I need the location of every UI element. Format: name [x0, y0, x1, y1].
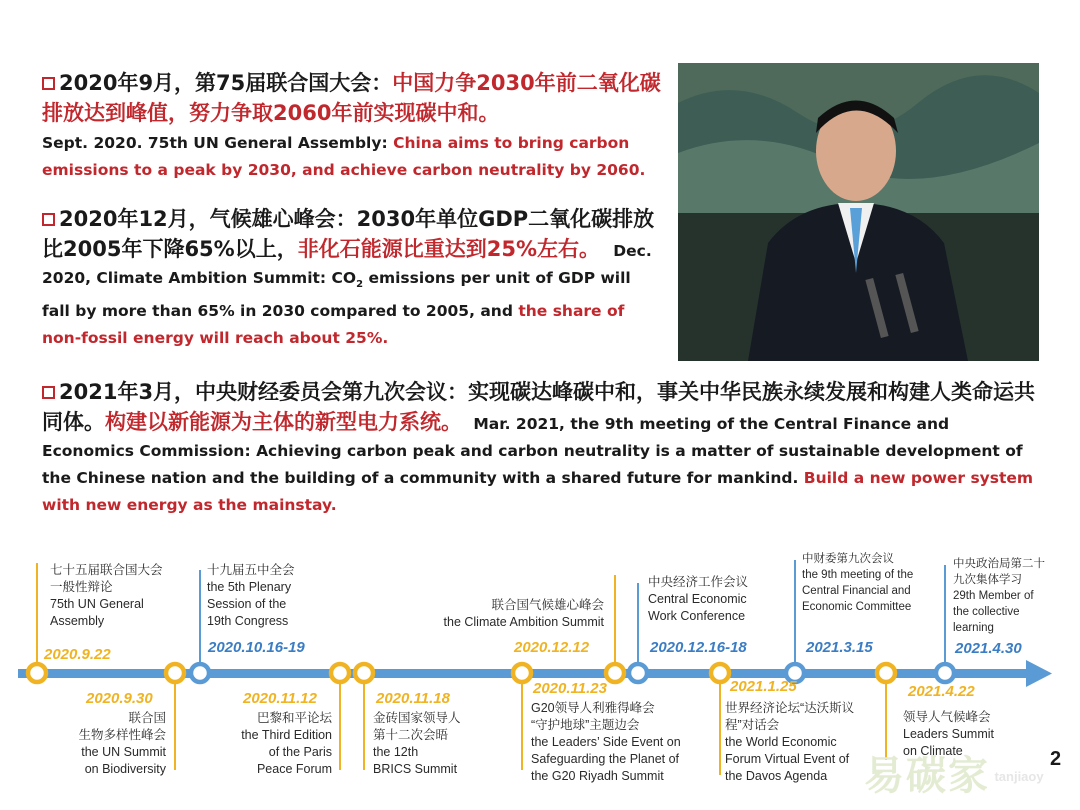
event-line: the 9th meeting of the	[802, 569, 914, 581]
p1-zh-black: 2020年9月，第75届联合国大会：	[59, 71, 393, 95]
event-line: learning	[953, 622, 994, 634]
event-line: 联合国	[128, 711, 166, 725]
timeline-date: 2021.1.25	[730, 678, 797, 695]
p3-zh-black: 2021年3月，中央财经委员会第九次会议：实现碳达峰碳中和，事关中华民族永续发展和构建人类命运共同体。	[42, 380, 1036, 434]
event-line: 十九届五中全会	[207, 563, 295, 577]
timeline-date: 2020.9.30	[86, 690, 153, 707]
event-line: 领导人气候峰会	[903, 710, 991, 724]
event-line: 中财委第九次会议	[802, 553, 894, 565]
event-line: of the Paris	[268, 745, 332, 759]
timeline-event-top-3	[414, 597, 604, 631]
timeline-date: 2020.11.12	[243, 690, 317, 707]
event-line: the Third Edition	[241, 728, 332, 742]
event-line: 金砖国家领导人	[373, 711, 461, 725]
timeline-date: 2020.12.12	[514, 639, 590, 656]
event-line: 中央政治局第二十	[953, 558, 1045, 570]
event-line: 生物多样性峰会	[78, 728, 166, 742]
timeline-date: 2021.3.15	[806, 639, 873, 656]
event-line: Peace Forum	[256, 762, 332, 776]
p3-zh-red: 构建以新能源为主体的新型电力系统。	[105, 410, 462, 434]
event-line: 29th Member of	[953, 590, 1034, 602]
p2-en-black-1: Dec. 2020, Climate Ambition Summit: CO	[42, 242, 652, 287]
timeline-date: 2020.11.18	[376, 690, 450, 707]
event-line: 九次集体学习	[953, 574, 1022, 586]
event-line: on Biodiversity	[84, 762, 166, 776]
event-line: 19th Congress	[207, 614, 289, 628]
event-line: 巴黎和平论坛	[256, 711, 332, 725]
event-line: Leaders Summit	[903, 727, 995, 741]
timeline-event-top-2	[207, 562, 295, 630]
p3-en-red: Build a new power system with new energy as the mainstay.	[42, 469, 1034, 514]
p1-zh-red: 中国力争2030年前二氧化碳排放达到峰值，努力争取2060年前实现碳中和。	[42, 71, 661, 125]
timeline-date: 2021.4.30	[955, 640, 1022, 657]
marker-2020-9-22	[28, 664, 46, 682]
event-line: the G20 Riyadh Summit	[531, 769, 664, 783]
watermark-zh: 易碳家	[864, 754, 990, 798]
timeline-event-top-5	[802, 551, 913, 615]
watermark-logo	[864, 744, 1044, 801]
event-line: Session of the	[207, 597, 287, 611]
page-number: 2	[1050, 748, 1062, 770]
event-line: Safeguarding the Planet of	[531, 752, 680, 766]
event-line: the collective	[953, 606, 1020, 618]
event-line: Central Financial and	[802, 585, 911, 597]
p2-en-black-2: emissions per unit of GDP will fall by more than 65% in 2030 compared to 2005, and	[42, 269, 631, 321]
p3-en-black: Mar. 2021, the 9th meeting of the Central Finance and Economics Commission: Achieving carbon peak and carbon neutrality is a matter of sustainable development of the Chinese nation and the building of a community with a shared future for mankind.	[42, 415, 1023, 487]
timeline-event-bottom-3	[373, 710, 461, 778]
timeline-event-bottom-1	[60, 710, 166, 778]
p2-en-red: the share of non-fossil energy will reach about 25%.	[42, 302, 625, 348]
timeline-date: 2020.9.22	[44, 646, 111, 663]
event-line: Economic Committee	[802, 601, 912, 613]
event-line: 中央经济工作会议	[648, 575, 749, 589]
p2-en-subscript: 2	[356, 279, 364, 291]
event-line: the 12th	[373, 745, 419, 759]
event-line: Work Conference	[648, 609, 746, 623]
timeline-date: 2020.10.16-19	[208, 639, 305, 656]
event-line: “守护地球”主题边会	[531, 718, 640, 732]
timeline-date: 2021.4.22	[908, 683, 975, 700]
event-line: Assembly	[50, 614, 105, 628]
event-line: 世界经济论坛“达沃斯议	[725, 701, 855, 715]
timeline-event-top-1	[50, 562, 163, 630]
event-line: 一般性辩论	[50, 580, 113, 594]
timeline-event-top-6	[953, 556, 1045, 636]
event-line: the 5th Plenary	[207, 580, 292, 594]
event-line: the Leaders’ Side Event on	[531, 735, 681, 749]
timeline-event-bottom-5	[725, 700, 854, 785]
timeline-event-bottom-2	[218, 710, 332, 778]
event-line: 联合国气候雄心峰会	[491, 598, 604, 612]
event-line: the World Economic	[725, 735, 837, 749]
p1-en-red: China aims to bring carbon emissions to a peak by 2030, and achieve carbon neutrality by 2060.	[42, 134, 646, 179]
event-line: the Climate Ambition Summit	[443, 615, 604, 629]
timeline-date: 2020.11.23	[533, 680, 607, 697]
p1-en-black: Sept. 2020. 75th UN General Assembly:	[42, 134, 394, 152]
timeline-date: 2020.12.16-18	[650, 639, 747, 656]
event-line: on Climate	[903, 744, 963, 758]
timeline-event-bottom-4	[531, 700, 681, 785]
p2-zh-black: 2020年12月，气候雄心峰会：2030年单位GDP二氧化碳排放比2005年下降65%以上，	[42, 207, 655, 261]
event-line: 75th UN General	[50, 597, 144, 611]
event-line: 程”对话会	[725, 718, 780, 732]
event-line: Forum Virtual Event of	[725, 752, 850, 766]
event-line: the UN Summit	[81, 745, 166, 759]
event-line: 第十二次会晤	[373, 728, 449, 742]
p2-zh-red: 非化石能源比重达到25%左右。	[297, 237, 600, 261]
event-line: 七十五届联合国大会	[50, 563, 163, 577]
event-line: Central Economic	[648, 592, 747, 606]
timeline-event-top-4	[648, 574, 748, 625]
event-line: G20领导人利雅得峰会	[531, 701, 655, 715]
watermark-en: tanjiaoy	[994, 769, 1044, 784]
event-line: the Davos Agenda	[725, 769, 828, 783]
event-line: BRICS Summit	[373, 762, 458, 776]
